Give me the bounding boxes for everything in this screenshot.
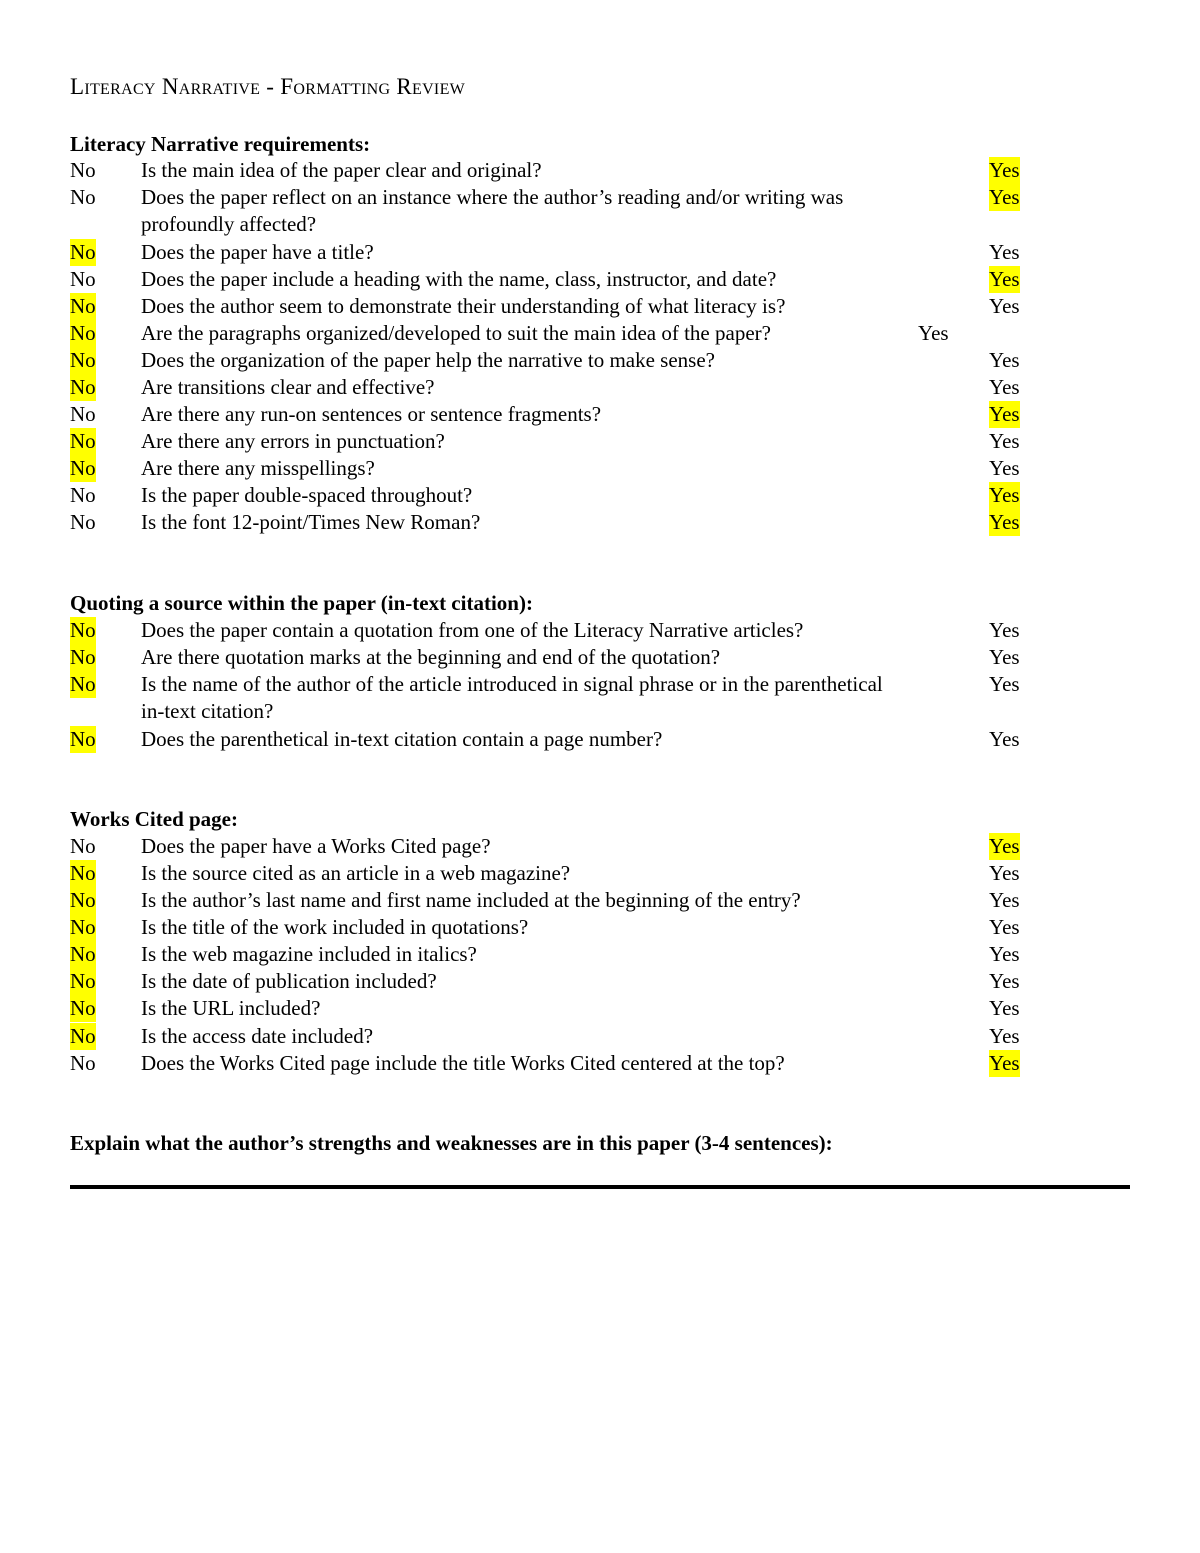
- checklist-row: [0, 914, 1200, 941]
- yes-option-highlighted[interactable]: Yes: [989, 1051, 1020, 1075]
- yes-option[interactable]: Yes: [989, 429, 1020, 453]
- no-option-highlighted[interactable]: No: [70, 321, 96, 345]
- question-text: Is the name of the author of the article introduced in signal phrase or in the parenthetical in-text citation?: [141, 672, 883, 723]
- no-option-highlighted[interactable]: No: [70, 727, 96, 751]
- yes-option[interactable]: Yes: [918, 321, 949, 345]
- no-option-highlighted[interactable]: No: [70, 861, 96, 885]
- yes-option[interactable]: Yes: [989, 645, 1020, 669]
- checklist-row: [0, 1050, 1200, 1077]
- yes-option[interactable]: Yes: [989, 456, 1020, 480]
- question-text: Is the URL included?: [141, 996, 321, 1020]
- question-text: Is the paper double-spaced throughout?: [141, 483, 473, 507]
- checklist-row: [0, 266, 1200, 293]
- checklist-row: [0, 887, 1200, 914]
- no-option-highlighted[interactable]: No: [70, 348, 96, 372]
- no-option-highlighted[interactable]: No: [70, 240, 96, 264]
- yes-option-highlighted[interactable]: Yes: [989, 158, 1020, 182]
- no-option-highlighted[interactable]: No: [70, 645, 96, 669]
- question-text: Are there any errors in punctuation?: [141, 429, 445, 453]
- answer-line[interactable]: [70, 1185, 1130, 1189]
- checklist-row: [0, 428, 1200, 455]
- yes-option[interactable]: Yes: [989, 942, 1020, 966]
- checklist-row: [0, 482, 1200, 509]
- no-option-highlighted[interactable]: No: [70, 1024, 96, 1048]
- no-option-highlighted[interactable]: No: [70, 888, 96, 912]
- question-text: Are there any run-on sentences or sentence fragments?: [141, 402, 602, 426]
- page-title: Literacy Narrative - Formatting Review: [70, 74, 466, 99]
- yes-option[interactable]: Yes: [989, 969, 1020, 993]
- checklist-row: [0, 617, 1200, 644]
- checklist-row: [0, 374, 1200, 401]
- checklist-row: [0, 401, 1200, 428]
- question-text: Is the date of publication included?: [141, 969, 437, 993]
- question-text: Does the Works Cited page include the title Works Cited centered at the top?: [141, 1051, 785, 1075]
- question-text: Does the paper reflect on an instance where the author’s reading and/or writing was profoundly affected?: [141, 185, 844, 236]
- question-text: Does the parenthetical in-text citation contain a page number?: [141, 727, 663, 751]
- no-option-highlighted[interactable]: No: [70, 942, 96, 966]
- checklist-row: [0, 157, 1200, 184]
- no-option-highlighted[interactable]: No: [70, 375, 96, 399]
- no-option-highlighted[interactable]: No: [70, 429, 96, 453]
- yes-option-highlighted[interactable]: Yes: [989, 483, 1020, 507]
- checklist-row: [0, 455, 1200, 482]
- checklist-row: [0, 347, 1200, 374]
- checklist-row: [0, 1023, 1200, 1050]
- section-heading-in-text-citation: Quoting a source within the paper (in-text citation):: [70, 591, 533, 615]
- yes-option[interactable]: Yes: [989, 915, 1020, 939]
- no-option[interactable]: No: [70, 1051, 96, 1075]
- no-option-highlighted[interactable]: No: [70, 969, 96, 993]
- question-text: Does the paper have a title?: [141, 240, 374, 264]
- checklist-row: [0, 184, 1200, 238]
- checklist-row: [0, 995, 1200, 1022]
- yes-option-highlighted[interactable]: Yes: [989, 834, 1020, 858]
- yes-option-highlighted[interactable]: Yes: [989, 267, 1020, 291]
- no-option[interactable]: No: [70, 510, 96, 534]
- no-option-highlighted[interactable]: No: [70, 996, 96, 1020]
- question-text: Are there any misspellings?: [141, 456, 375, 480]
- checklist-row: [0, 968, 1200, 995]
- no-option[interactable]: No: [70, 402, 96, 426]
- question-text: Is the author’s last name and first name included at the beginning of the entry?: [141, 888, 801, 912]
- no-option-highlighted[interactable]: No: [70, 456, 96, 480]
- yes-option[interactable]: Yes: [989, 888, 1020, 912]
- yes-option[interactable]: Yes: [989, 1024, 1020, 1048]
- question-text: Does the paper have a Works Cited page?: [141, 834, 491, 858]
- no-option[interactable]: No: [70, 267, 96, 291]
- no-option-highlighted[interactable]: No: [70, 294, 96, 318]
- checklist-row: [0, 833, 1200, 860]
- checklist-row: [0, 509, 1200, 536]
- yes-option-highlighted[interactable]: Yes: [989, 185, 1020, 209]
- question-text: Are there quotation marks at the beginning and end of the quotation?: [141, 645, 721, 669]
- no-option[interactable]: No: [70, 158, 96, 182]
- yes-option[interactable]: Yes: [989, 294, 1020, 318]
- yes-option[interactable]: Yes: [989, 861, 1020, 885]
- yes-option[interactable]: Yes: [989, 240, 1020, 264]
- question-text: Does the organization of the paper help the narrative to make sense?: [141, 348, 715, 372]
- yes-option[interactable]: Yes: [989, 996, 1020, 1020]
- checklist-row: [0, 239, 1200, 266]
- checklist-row: [0, 293, 1200, 320]
- checklist-row: [0, 320, 1200, 347]
- no-option-highlighted[interactable]: No: [70, 672, 96, 696]
- question-text: Does the author seem to demonstrate their understanding of what literacy is?: [141, 294, 786, 318]
- no-option[interactable]: No: [70, 834, 96, 858]
- section-heading-works-cited: Works Cited page:: [70, 807, 238, 831]
- question-text: Does the paper include a heading with the name, class, instructor, and date?: [141, 267, 777, 291]
- checklist-row: [0, 860, 1200, 887]
- no-option-highlighted[interactable]: No: [70, 915, 96, 939]
- no-option[interactable]: No: [70, 185, 96, 209]
- yes-option[interactable]: Yes: [989, 727, 1020, 751]
- checklist-row: [0, 644, 1200, 671]
- question-text: Are the paragraphs organized/developed to suit the main idea of the paper?: [141, 321, 771, 345]
- yes-option-highlighted[interactable]: Yes: [989, 402, 1020, 426]
- question-text: Is the access date included?: [141, 1024, 374, 1048]
- question-text: Are transitions clear and effective?: [141, 375, 435, 399]
- yes-option[interactable]: Yes: [989, 618, 1020, 642]
- no-option[interactable]: No: [70, 483, 96, 507]
- checklist-row: [0, 941, 1200, 968]
- question-text: Is the main idea of the paper clear and original?: [141, 158, 542, 182]
- yes-option[interactable]: Yes: [989, 348, 1020, 372]
- checklist-row: [0, 726, 1200, 753]
- yes-option[interactable]: Yes: [989, 375, 1020, 399]
- section-heading-requirements: Literacy Narrative requirements:: [70, 132, 371, 156]
- yes-option[interactable]: Yes: [989, 672, 1020, 696]
- question-text: Is the font 12-point/Times New Roman?: [141, 510, 481, 534]
- question-text: Is the title of the work included in quotations?: [141, 915, 529, 939]
- no-option-highlighted[interactable]: No: [70, 618, 96, 642]
- question-text: Does the paper contain a quotation from one of the Literacy Narrative articles?: [141, 618, 804, 642]
- yes-option-highlighted[interactable]: Yes: [989, 510, 1020, 534]
- checklist-row: [0, 671, 1200, 725]
- closing-prompt: Explain what the author’s strengths and weaknesses are in this paper (3-4 sentences):: [70, 1131, 833, 1155]
- question-text: Is the source cited as an article in a web magazine?: [141, 861, 571, 885]
- question-text: Is the web magazine included in italics?: [141, 942, 477, 966]
